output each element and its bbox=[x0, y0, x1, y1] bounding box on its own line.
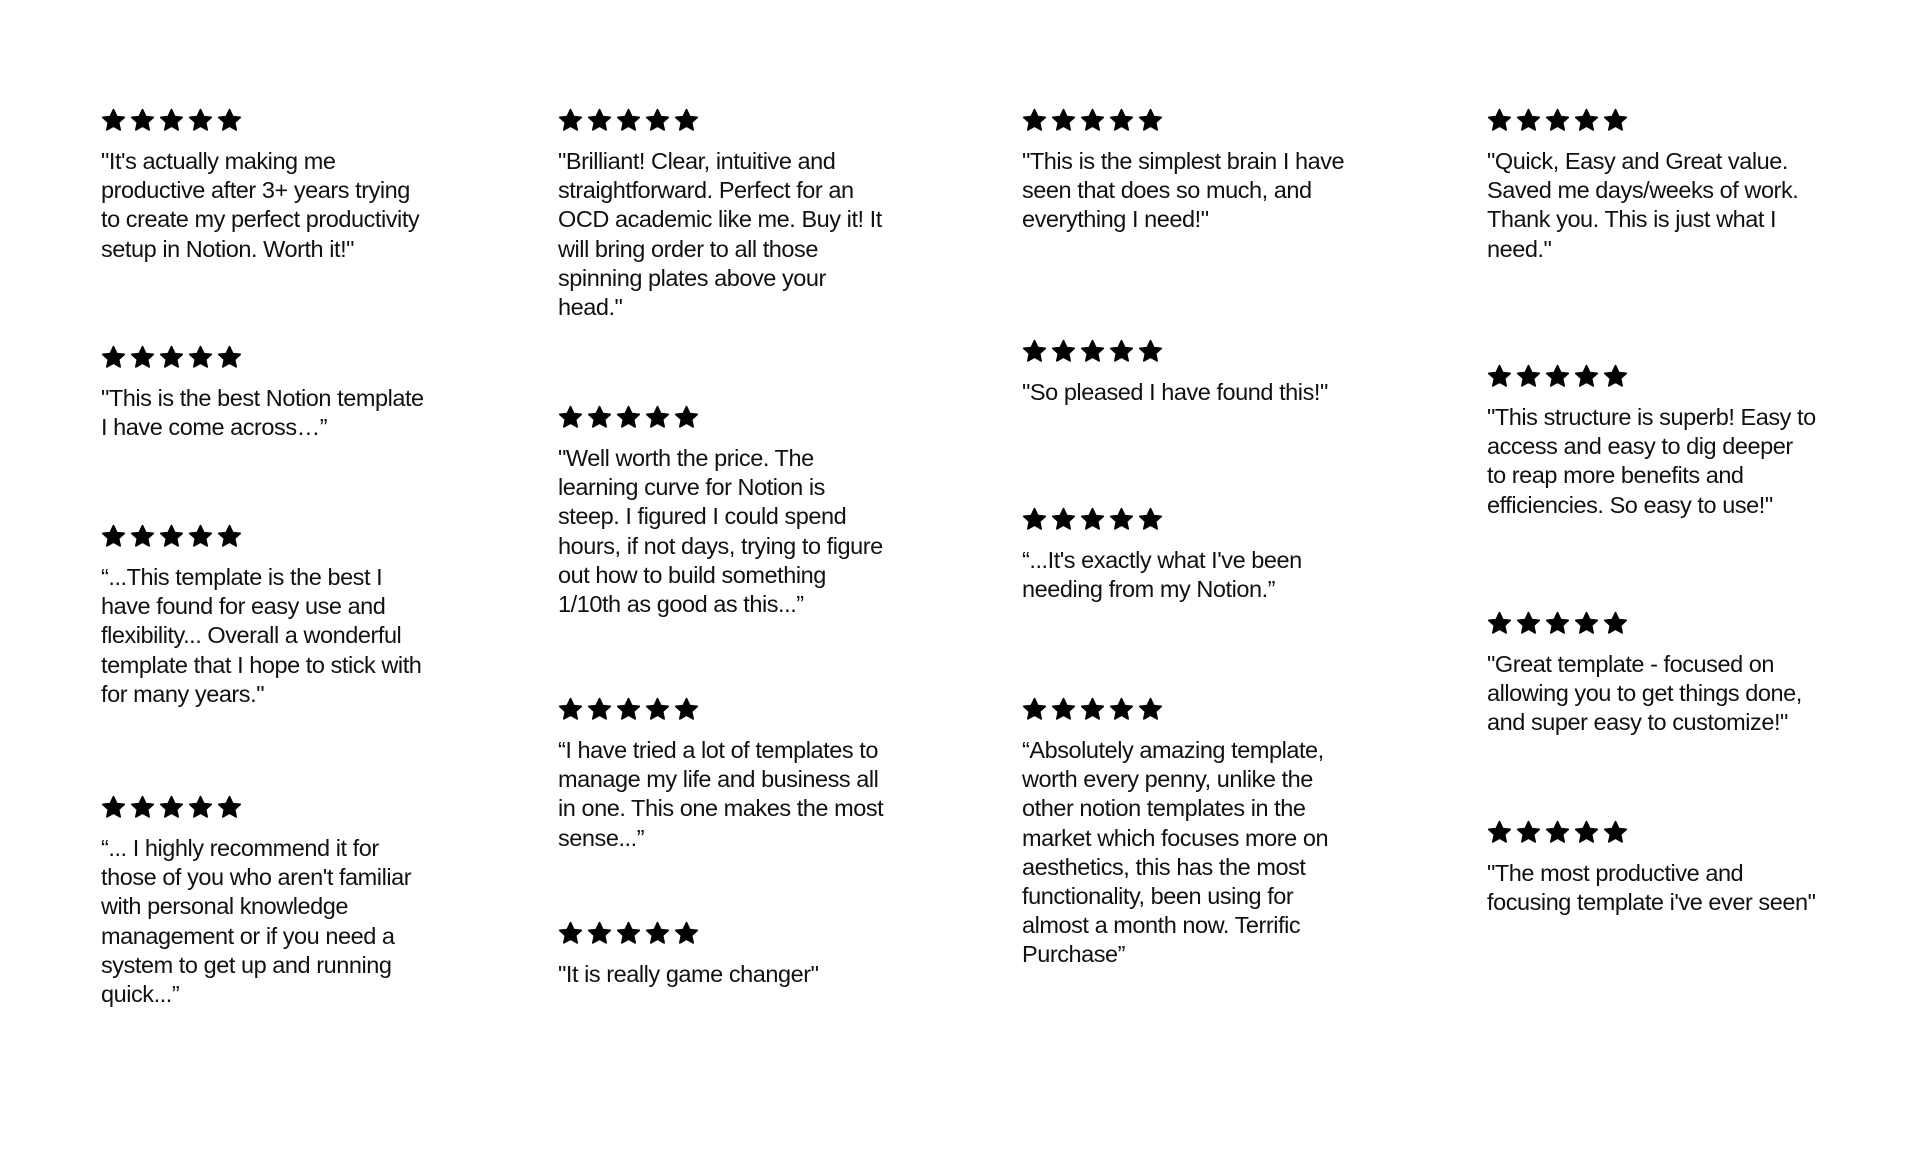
star-icon bbox=[1080, 339, 1105, 364]
star-icon bbox=[1574, 611, 1599, 636]
star-icon bbox=[217, 795, 242, 820]
review-quote: "This is the simplest brain I have seen that does so much, and everything I need!" bbox=[1022, 148, 1345, 233]
star-icon bbox=[587, 405, 612, 430]
star-icon bbox=[1051, 339, 1076, 364]
star-icon bbox=[645, 108, 670, 133]
star-icon bbox=[674, 697, 699, 722]
review-card bbox=[558, 919, 908, 989]
review-card bbox=[1022, 505, 1372, 604]
star-icon bbox=[101, 795, 126, 820]
star-icon bbox=[616, 697, 641, 722]
star-rating bbox=[1487, 818, 1837, 846]
star-icon bbox=[159, 795, 184, 820]
star-icon bbox=[1138, 339, 1163, 364]
star-icon bbox=[674, 108, 699, 133]
star-icon bbox=[1516, 108, 1541, 133]
star-rating bbox=[101, 793, 451, 821]
star-icon bbox=[1545, 820, 1570, 845]
star-rating bbox=[1487, 362, 1837, 390]
star-icon bbox=[1051, 108, 1076, 133]
star-icon bbox=[1603, 611, 1628, 636]
review-card bbox=[101, 793, 451, 1009]
star-icon bbox=[645, 697, 670, 722]
star-icon bbox=[616, 108, 641, 133]
star-icon bbox=[1022, 108, 1047, 133]
review-quote: “...This template is the best I have found for easy use and flexibility... Overall a wonderful template that I hope to stick with for many years." bbox=[101, 564, 422, 707]
star-icon bbox=[159, 345, 184, 370]
star-icon bbox=[130, 345, 155, 370]
star-icon bbox=[1516, 820, 1541, 845]
star-icon bbox=[1022, 507, 1047, 532]
star-icon bbox=[1545, 108, 1570, 133]
review-quote: "This structure is superb! Easy to access and easy to dig deeper to reap more benefits and efficiencies. So easy to use!" bbox=[1487, 404, 1816, 518]
star-icon bbox=[188, 108, 213, 133]
star-icon bbox=[217, 345, 242, 370]
star-icon bbox=[101, 345, 126, 370]
star-icon bbox=[645, 921, 670, 946]
star-icon bbox=[159, 524, 184, 549]
star-icon bbox=[1051, 697, 1076, 722]
star-icon bbox=[1516, 611, 1541, 636]
review-quote: "Great template - focused on allowing you to get things done, and super easy to customize!" bbox=[1487, 651, 1802, 736]
review-quote: "This is the best Notion template I have come across…” bbox=[101, 385, 424, 441]
review-card bbox=[1022, 337, 1372, 407]
review-quote: “I have tried a lot of templates to manage my life and business all in one. This one makes the most sense...” bbox=[558, 737, 884, 851]
star-rating bbox=[101, 343, 451, 371]
review-card bbox=[1487, 609, 1837, 738]
star-icon bbox=[1487, 108, 1512, 133]
star-rating bbox=[1487, 106, 1837, 134]
star-icon bbox=[558, 108, 583, 133]
star-icon bbox=[558, 405, 583, 430]
star-icon bbox=[1487, 611, 1512, 636]
review-quote: "Quick, Easy and Great value. Saved me days/weeks of work. Thank you. This is just what I need." bbox=[1487, 148, 1799, 262]
star-icon bbox=[1109, 339, 1134, 364]
star-rating bbox=[1487, 609, 1837, 637]
star-icon bbox=[558, 921, 583, 946]
review-card bbox=[101, 522, 451, 709]
review-card bbox=[558, 695, 908, 853]
star-icon bbox=[159, 108, 184, 133]
star-icon bbox=[1109, 108, 1134, 133]
star-icon bbox=[217, 524, 242, 549]
review-quote: "So pleased I have found this!" bbox=[1022, 379, 1328, 405]
star-icon bbox=[1574, 364, 1599, 389]
star-icon bbox=[217, 108, 242, 133]
star-icon bbox=[1080, 108, 1105, 133]
star-icon bbox=[1138, 697, 1163, 722]
star-icon bbox=[1516, 364, 1541, 389]
review-quote: "It's actually making me productive after 3+ years trying to create my perfect productivity setup in Notion. Worth it!" bbox=[101, 148, 420, 262]
star-icon bbox=[1603, 820, 1628, 845]
review-card bbox=[1022, 106, 1372, 235]
star-icon bbox=[1603, 108, 1628, 133]
review-card bbox=[1487, 106, 1837, 264]
review-card bbox=[1022, 695, 1372, 970]
star-icon bbox=[188, 345, 213, 370]
star-icon bbox=[1022, 697, 1047, 722]
star-rating bbox=[1022, 505, 1372, 533]
star-rating bbox=[1022, 337, 1372, 365]
star-icon bbox=[101, 524, 126, 549]
review-quote: “Absolutely amazing template, worth every penny, unlike the other notion templates in the market which focuses more on aesthetics, this has the most functionality, been using for almost a month now. Terrific Purchase” bbox=[1022, 737, 1329, 968]
star-rating bbox=[1022, 106, 1372, 134]
star-icon bbox=[101, 108, 126, 133]
star-icon bbox=[130, 108, 155, 133]
review-card bbox=[558, 106, 908, 322]
star-rating bbox=[101, 522, 451, 550]
star-icon bbox=[587, 108, 612, 133]
star-icon bbox=[587, 697, 612, 722]
star-rating bbox=[558, 403, 908, 431]
star-icon bbox=[1487, 820, 1512, 845]
review-quote: "It is really game changer" bbox=[558, 961, 819, 987]
star-icon bbox=[1022, 339, 1047, 364]
review-quote: “...It's exactly what I've been needing from my Notion.” bbox=[1022, 547, 1302, 603]
star-icon bbox=[674, 405, 699, 430]
star-rating bbox=[1022, 695, 1372, 723]
star-icon bbox=[1138, 507, 1163, 532]
star-icon bbox=[1487, 364, 1512, 389]
star-icon bbox=[130, 795, 155, 820]
star-icon bbox=[1574, 820, 1599, 845]
star-icon bbox=[558, 697, 583, 722]
star-icon bbox=[1545, 611, 1570, 636]
review-card bbox=[1487, 362, 1837, 520]
review-quote: “... I highly recommend it for those of you who aren't familiar with personal knowledge management or if you need a system to get up and running quick...” bbox=[101, 835, 412, 1008]
star-icon bbox=[1545, 364, 1570, 389]
review-card bbox=[101, 343, 451, 442]
star-icon bbox=[616, 405, 641, 430]
star-rating bbox=[558, 106, 908, 134]
star-icon bbox=[1574, 108, 1599, 133]
review-card bbox=[1487, 818, 1837, 917]
star-icon bbox=[130, 524, 155, 549]
review-card bbox=[558, 403, 908, 619]
review-card bbox=[101, 106, 451, 264]
star-icon bbox=[674, 921, 699, 946]
review-quote: "Well worth the price. The learning curve for Notion is steep. I figured I could spend hours, if not days, trying to figure out how to build something 1/10th as good as this...” bbox=[558, 445, 883, 618]
star-icon bbox=[1109, 507, 1134, 532]
star-icon bbox=[1080, 697, 1105, 722]
star-icon bbox=[1080, 507, 1105, 532]
review-quote: "Brilliant! Clear, intuitive and straightforward. Perfect for an OCD academic like me. Buy it! It will bring order to all those spinning plates above your head." bbox=[558, 148, 882, 321]
review-quote: "The most productive and focusing template i've ever seen" bbox=[1487, 860, 1816, 916]
star-icon bbox=[1603, 364, 1628, 389]
star-icon bbox=[1051, 507, 1076, 532]
star-rating bbox=[101, 106, 451, 134]
star-icon bbox=[188, 524, 213, 549]
star-icon bbox=[188, 795, 213, 820]
star-icon bbox=[1138, 108, 1163, 133]
star-icon bbox=[1109, 697, 1134, 722]
star-rating bbox=[558, 919, 908, 947]
star-icon bbox=[645, 405, 670, 430]
star-icon bbox=[587, 921, 612, 946]
star-rating bbox=[558, 695, 908, 723]
star-icon bbox=[616, 921, 641, 946]
